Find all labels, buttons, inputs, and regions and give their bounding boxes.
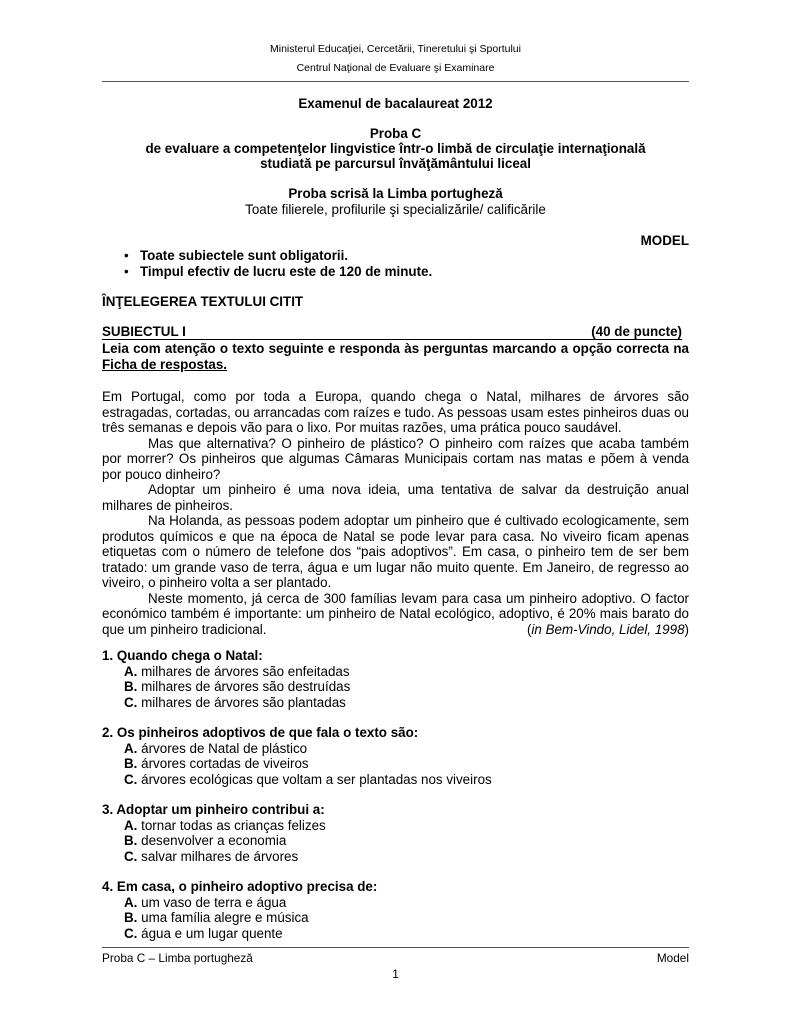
subject-heading	[102, 324, 689, 340]
footer-divider	[102, 947, 689, 948]
rule-item: • Timpul efectiv de lucru este de 120 de minute.	[124, 264, 433, 279]
text-paragraph: Em Portugal, como por toda a Europa, quando chega o Natal, milhares de árvores são estragadas, cortadas, ou arrancadas com raízes e tudo. As pessoas usam estes pinheiros duas ou três semanas e depois vão para o lixo. Por muitas razões, uma prática pouco saudável.	[102, 389, 689, 435]
text-paragraph: Adoptar um pinheiro é uma nova ideia, uma tentativa de salvar da destruição anual milhares de pinheiros.	[102, 482, 689, 513]
answer-option[interactable]: A. árvores de Natal de plástico	[124, 740, 308, 756]
bullet-icon: •	[124, 264, 129, 279]
bullet-icon: •	[124, 248, 129, 263]
question-block	[102, 879, 689, 941]
answer-option[interactable]: A. tornar todas as crianças felizes	[124, 817, 326, 833]
text-source: in Bem-Vindo, Lidel, 1998	[531, 621, 685, 637]
proba-description-1: de evaluare a competenţelor lingvistice într-o limbă de circulaţie internaţională	[145, 141, 646, 156]
proba-title: Proba C	[369, 126, 422, 141]
question-block	[102, 725, 689, 787]
model-label: MODEL	[640, 233, 689, 248]
question-text: 2. Os pinheiros adoptivos de que fala o texto são:	[102, 725, 419, 740]
section-title: ÎNŢELEGEREA TEXTULUI CITIT	[102, 294, 304, 309]
answer-option[interactable]: C. milhares de árvores são plantadas	[124, 694, 346, 710]
answer-option[interactable]: B. uma família alegre e música	[124, 910, 309, 925]
text-paragraph: Neste momento, já cerca de 300 famílias levam para casa um pinheiro adoptivo. O factor económico também é importante: um pinheiro de Natal ecológico, adoptivo, é 20% mais barato do que um pinheiro tradicional. (in Bem-Vindo, Lidel, 1998)	[102, 590, 689, 637]
answer-option[interactable]: B. árvores cortadas de viveiros	[124, 756, 309, 771]
proba-description-2: studiată pe parcursul învăţământului liceal	[260, 156, 531, 171]
subject-label: SUBIECTUL I	[102, 324, 186, 339]
question-block	[102, 648, 689, 710]
question-text: 3. Adoptar um pinheiro contribui a:	[102, 802, 325, 817]
answer-option[interactable]: B. milhares de árvores são destruídas	[124, 679, 351, 694]
ministry-name: Ministerul Educaţiei, Cercetării, Tineretului şi Sportului	[270, 43, 521, 55]
rule-item: • Toate subiectele sunt obligatorii.	[124, 248, 349, 263]
answer-option[interactable]: A. milhares de árvores são enfeitadas	[124, 663, 350, 679]
text-paragraph: Na Holanda, as pessoas podem adoptar um pinheiro que é cultivado ecologicamente, sem produtos químicos e que na época de Natal se pode levar para casa. No viveiro ficam apenas etiquetas com o número de telefone dos “pais adoptivos”. Em casa, o pinheiro tem de ser bem tratado: um grande vaso de terra, água e um lugar não muito quente. Em Janeiro, de regresso ao viveiro, o pinheiro volta a ser plantado.	[102, 513, 689, 590]
subject-instruction: Leia com atenção o texto seguinte e responda às perguntas marcando a opção correcta na Ficha de respostas.	[102, 341, 689, 372]
footer-left: Proba C – Limba portugheză	[102, 951, 253, 965]
page-number: 1	[392, 967, 399, 981]
question-text: 4. Em casa, o pinheiro adoptivo precisa de:	[102, 879, 378, 894]
answer-option[interactable]: C. água e um lugar quente	[124, 925, 283, 941]
reading-text	[102, 389, 689, 637]
exam-rules-list	[102, 248, 689, 280]
answer-option[interactable]: B. desenvolver a economia	[124, 833, 287, 848]
answer-option[interactable]: C. árvores ecológicas que voltam a ser plantadas nos viveiros	[124, 771, 492, 787]
exam-title: Examenul de bacalaureat 2012	[298, 96, 493, 111]
text-paragraph: Mas que alternativa? O pinheiro de plástico? O pinheiro com raízes que acaba também por morrer? Os pinheiros que algumas Câmaras Municipais cortam nas matas e põem à venda por pouco dinheiro?	[102, 435, 689, 482]
footer-right: Model	[656, 951, 689, 965]
center-name: Centrul Naţional de Evaluare şi Examinare	[296, 62, 495, 74]
written-exam-title: Proba scrisă la Limba portugheză	[288, 186, 503, 201]
answer-option[interactable]: A. um vaso de terra e água	[124, 894, 287, 910]
answer-sheet-ref: Ficha de respostas.	[102, 357, 228, 372]
subject-points: (40 de puncte)	[591, 324, 682, 339]
answer-option[interactable]: C. salvar milhares de árvores	[124, 848, 299, 864]
subject-underline	[102, 339, 682, 340]
exam-page	[102, 0, 689, 1024]
question-block	[102, 802, 689, 864]
question-text: 1. Quando chega o Natal:	[102, 648, 263, 663]
header-divider	[102, 81, 689, 82]
sections-subtitle: Toate filierele, profilurile şi specializările/ calificările	[245, 202, 546, 217]
